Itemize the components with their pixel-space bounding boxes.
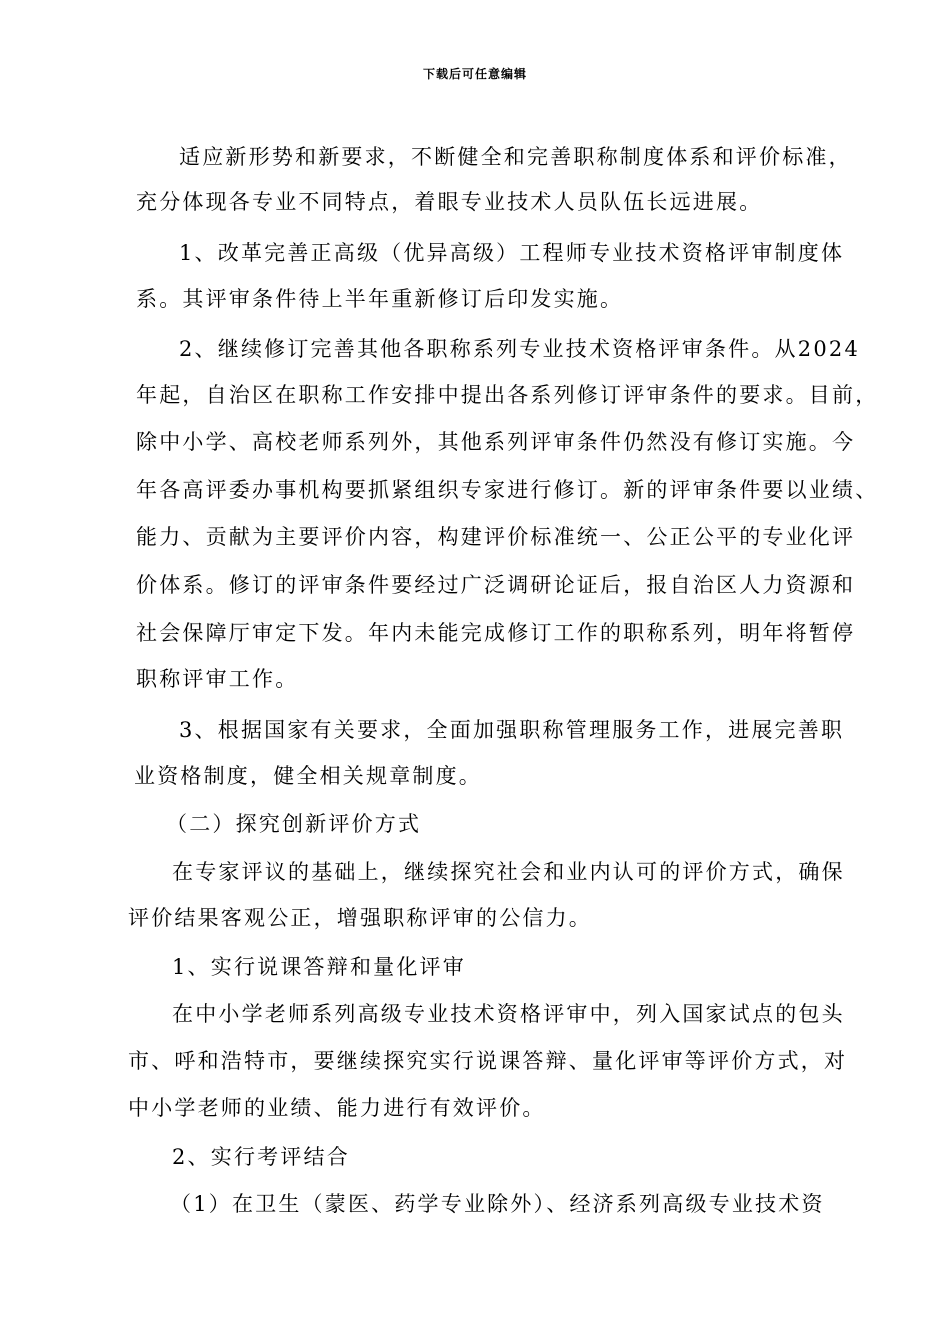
body-line-19: 在中小学老师系列高级专业技术资格评审中，列入国家试点的包头 xyxy=(172,1002,845,1026)
subheading-1: 1、实行说课答辩和量化评审 xyxy=(172,955,466,979)
body-line-2: 充分体现各专业不同特点，着眼专业技术人员队伍长远进展。 xyxy=(136,190,763,214)
body-line-6: 年起，自治区在职称工作安排中提出各系列修订评审条件的要求。目前， xyxy=(136,383,879,407)
body-line-5: 2、继续修订完善其他各职称系列专业技术资格评审条件。从2024 xyxy=(179,337,861,361)
page-header: 下载后可任意编辑 xyxy=(422,67,527,81)
body-line-4: 系。其评审条件待上半年重新修订后印发实施。 xyxy=(136,287,624,311)
body-line-14: 业资格制度，健全相关规章制度。 xyxy=(134,764,482,788)
subheading-2: 2、实行考评结合 xyxy=(172,1145,350,1169)
body-line-20: 市、呼和浩特市，要继续探究实行说课答辩、量化评审等评价方式，对 xyxy=(128,1049,848,1073)
body-line-23: （1）在卫生（蒙医、药学专业除外）、经济系列高级专业技术资 xyxy=(170,1192,825,1216)
body-line-7: 除中小学、高校老师系列外，其他系列评审条件仍然没有修订实施。今 xyxy=(136,430,856,454)
body-line-8: 年各高评委办事机构要抓紧组织专家进行修订。新的评审条件要以业绩、 xyxy=(136,478,879,502)
body-line-9: 能力、贡献为主要评价内容，构建评价标准统一、公正公平的专业化评 xyxy=(136,525,856,549)
body-line-17: 评价结果客观公正，增强职称评审的公信力。 xyxy=(128,906,592,930)
body-line-10: 价体系。修订的评审条件要经过广泛调研论证后，报自治区人力资源和 xyxy=(136,573,856,597)
body-line-11: 社会保障厅审定下发。年内未能完成修订工作的职称系列，明年将暂停 xyxy=(136,621,856,645)
body-line-3: 1、改革完善正高级（优异高级）工程师专业技术资格评审制度体 xyxy=(179,241,845,265)
body-line-13: 3、根据国家有关要求，全面加强职称管理服务工作，进展完善职 xyxy=(179,718,845,742)
section-heading: （二）探究创新评价方式 xyxy=(166,812,422,836)
body-line-1: 适应新形势和新要求，不断健全和完善职称制度体系和评价标准， xyxy=(179,145,852,169)
body-line-21: 中小学老师的业绩、能力进行有效评价。 xyxy=(128,1096,546,1120)
body-line-12: 职称评审工作。 xyxy=(136,667,299,691)
body-line-16: 在专家评议的基础上，继续探究社会和业内认可的评价方式，确保 xyxy=(172,860,845,884)
